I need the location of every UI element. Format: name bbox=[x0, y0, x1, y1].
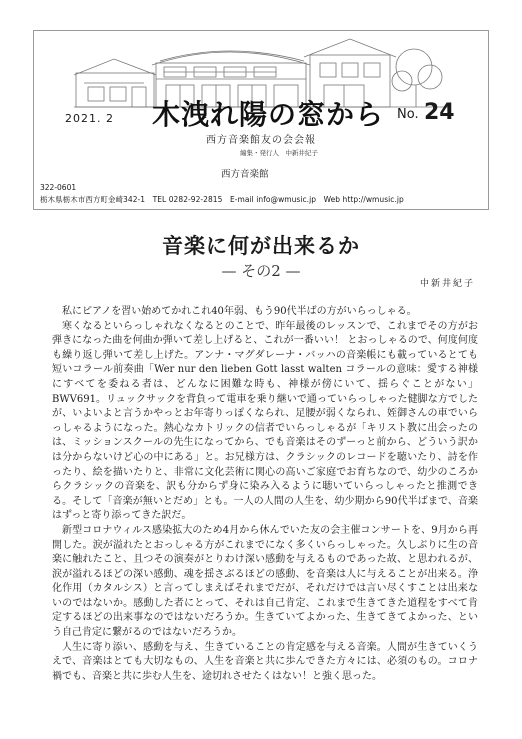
editor-line: 編集・発行人 中新井紀子 bbox=[240, 149, 318, 157]
issue-date: 2021. 2 bbox=[65, 112, 114, 125]
paragraph: 人生に寄り添い、感動を与え、生きていることの肯定感を与える音楽。人間が生きていくうえで、音楽はとても大切なもの、人生を音楽と共に歩んできた方々には、必須のもの。コロナ禍でも、音楽と共に歩む人生を、途切れさせたくはない！と強く思った。 bbox=[52, 641, 478, 682]
article-title: 音楽に何が出来るか bbox=[162, 233, 360, 258]
paragraph: 新型コロナウィルス感染拡大のため4月から休んでいた友の会主催コンサートを、9月から再開した。涙が溢れたとおっしゃる方がこれまでになく多くいらっしゃった。久しぶりに生の音楽に触れたこと、且つその演奏がとりわけ深い感動を与えるものであった故、と思われるが、涙が溢れるほどの深い感動、魂を揺さぶるほどの感動、を音楽は人に与えることが出来る。浄化作用（カタルシス）と言ってしまえばそれまでだが、それだけでは言い尽くすことは出来ないのではないか。感動した者にとって、それは自己肯定、これまで生きてきた道程をすべて肯定するほどの出来事なのではないだろうか。生きていてよかった、生きてきてよかった、という自己肯定に繋がるのではないだろうか。 bbox=[52, 524, 478, 639]
paragraph: 私にピアノを習い始めてかれこれ40年弱、もう90代半ばの方がいらっしゃる。 bbox=[62, 306, 417, 317]
publisher-name: 西方音楽館 bbox=[221, 169, 269, 180]
article-body bbox=[52, 305, 478, 684]
article-author: 中新井紀子 bbox=[420, 279, 476, 289]
newsletter-subtitle: 西方音楽館友の会会報 bbox=[206, 135, 316, 146]
contact-info: 栃木県栃木市西方町金崎342-1 TEL 0282-92-2815 E-mail info@wmusic.jp Web http://wmusic.jp bbox=[40, 195, 404, 204]
newsletter-title: 木洩れ陽の窓から bbox=[152, 98, 385, 131]
paragraph: 寒くなるといらっしゃれなくなるとのことで、昨年最後のレッスンで、これまでその方がお弾きになった曲を何曲か弾いて差し上げると、これが一番いい！ とおっしゃるので、何度何度も繰り返し弾いて差し上げた。アンナ・マグダレーナ・バッハの音楽帳にも載っているとても短いコラール前奏曲「Wer nur den lieben Gott lasst walten コラールの意味：愛する神様にすべてを委ねる者は、どんなに困難な時も、神様が傍にいて、揺らぐことがない」BWV691。リュックサックを背負って電車を乗り継いで通っていらっしゃった健脚な方でしたが、いよいよと言うかやっとお年寄りっぽくなられ、足腰が弱くなられ、姪御さんの車でいらっしゃるようになった。熱心なカトリックの信者でいらっしゃるが「キリスト教に出会ったのは、ミッションスクールの先生になってから、でも音楽はそのずーっと前から、どういう訳かは分からないけど心の中にある」と。お兄様方は、クラシックのレコードを聴いたり、詩を作ったり、絵を描いたりと、非常に文化芸術に関心の高いご家庭でお育ちなので、幼少のころからクラシックの音楽を、訳も分からず身に染み入るように聴いていらっしゃったと推測できる。そして「音楽が無いとだめ」とも。一人の人間の人生を、幼少期から90代半ばまで、音楽はずっと寄り添ってきた訳だ。 bbox=[52, 320, 478, 522]
issue-number: 24 bbox=[424, 100, 455, 125]
article-subtitle: — その2 — bbox=[221, 262, 301, 280]
issue-label: No. bbox=[397, 107, 419, 122]
postal-code: 322-0601 bbox=[40, 183, 77, 192]
